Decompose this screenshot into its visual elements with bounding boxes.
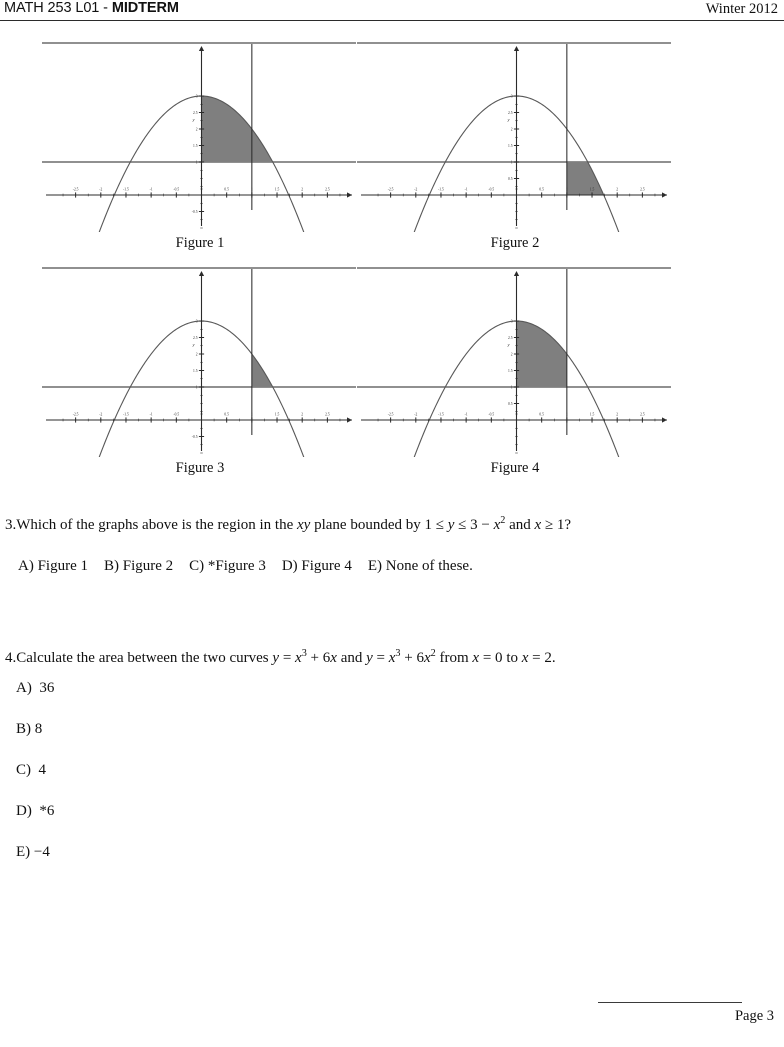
svg-text:-2.5: -2.5 (72, 187, 79, 192)
q3-choice-c[interactable] (189, 558, 266, 575)
svg-text:2.5: 2.5 (640, 187, 645, 192)
svg-text:2.5: 2.5 (193, 110, 198, 115)
q4-from-val: = 0 (479, 650, 507, 666)
svg-text:y: y (507, 341, 510, 347)
q3-choice-b-letter: B) (104, 557, 119, 574)
question-3 (0, 515, 784, 575)
q3-choice-d-text: Figure 4 (301, 557, 352, 574)
figure-4-caption: Figure 4 (490, 460, 540, 476)
svg-text:1: 1 (195, 385, 198, 390)
q4-choice-a-letter: A) (16, 679, 32, 696)
svg-text:2: 2 (301, 187, 304, 192)
svg-text:0.5: 0.5 (508, 176, 513, 181)
svg-text:-0.5: -0.5 (191, 209, 198, 214)
q3-choice-e-letter: E) (367, 557, 383, 574)
svg-text:-1: -1 (464, 412, 468, 417)
svg-text:-2.5: -2.5 (387, 187, 394, 192)
q4-eq1-exp: 3 (301, 648, 307, 659)
q3-x-2: x (534, 517, 542, 533)
svg-text:1: 1 (510, 385, 513, 390)
figure-row-1 (0, 40, 784, 265)
figure-row-2 (0, 265, 784, 490)
q4-choice-b[interactable] (16, 709, 784, 750)
svg-text:-1.5: -1.5 (438, 412, 444, 417)
q3-choice-d[interactable] (282, 558, 352, 575)
page-number: Page 3 (734, 1008, 774, 1024)
figure-1-caption: Figure 1 (175, 235, 225, 251)
svg-text:-1.5: -1.5 (123, 187, 129, 192)
q4-choice-a-text: 36 (39, 679, 55, 696)
svg-text:-1: -1 (149, 412, 153, 417)
q3-ineq-3: ≥ 1? (541, 517, 572, 533)
q3-exp-1: 2 (500, 515, 506, 526)
header-term: Winter 2012 (705, 1, 778, 17)
svg-text:1.5: 1.5 (274, 187, 280, 192)
q3-xy: xy (297, 517, 311, 533)
svg-text:-2: -2 (414, 412, 418, 417)
footer-rule (598, 1002, 742, 1003)
header-exam-type: MIDTERM (111, 0, 179, 16)
svg-text:2: 2 (616, 412, 619, 417)
svg-text:2: 2 (195, 352, 198, 357)
figure-3 (40, 265, 360, 490)
svg-text:3: 3 (510, 94, 513, 99)
q4-choice-e-letter: E) (16, 843, 31, 860)
svg-text:-1: -1 (464, 187, 468, 192)
q4-choice-e-text: −4 (33, 843, 50, 860)
q4-eq1-x2: x (330, 650, 337, 666)
svg-text:2: 2 (616, 187, 619, 192)
svg-text:2: 2 (195, 127, 198, 132)
svg-text:3: 3 (195, 319, 198, 324)
q4-eq2-x2: x (423, 650, 431, 666)
svg-text:2.5: 2.5 (640, 412, 645, 417)
question-3-number: 3. (5, 517, 17, 533)
svg-text:0.5: 0.5 (224, 412, 229, 417)
q4-eq1-eq: = (279, 650, 296, 666)
svg-text:y: y (192, 341, 195, 347)
svg-text:1: 1 (510, 160, 513, 165)
header-course-title (4, 0, 179, 16)
q3-ineq-2: ≤ 3 − (454, 517, 494, 533)
svg-text:-0.5: -0.5 (173, 187, 180, 192)
svg-text:2.5: 2.5 (325, 412, 330, 417)
q3-y: y (447, 517, 455, 533)
q4-choice-d-letter: D) (16, 802, 32, 819)
svg-text:3: 3 (195, 94, 198, 99)
q4-from: from (435, 650, 473, 666)
svg-text:1.5: 1.5 (589, 187, 595, 192)
q3-choice-b[interactable] (104, 558, 173, 575)
figure-2 (355, 40, 675, 265)
svg-text:-2: -2 (99, 187, 103, 192)
q3-choice-a-text: Figure 1 (37, 557, 88, 574)
svg-text:1: 1 (195, 160, 198, 165)
q4-and: and (336, 650, 367, 666)
q3-x-1: x (493, 517, 501, 533)
figure-2-plot (355, 40, 675, 232)
q3-choice-a[interactable] (18, 558, 88, 575)
svg-text:2.5: 2.5 (508, 110, 513, 115)
svg-text:0.5: 0.5 (539, 187, 544, 192)
q3-ineq-1: 1 ≤ (424, 517, 448, 533)
svg-text:-0.5: -0.5 (488, 412, 495, 417)
q4-choice-c-text: 4 (38, 761, 46, 778)
svg-text:-0.5: -0.5 (488, 187, 495, 192)
svg-text:3: 3 (510, 319, 513, 324)
svg-text:1.5: 1.5 (193, 368, 198, 373)
q3-choice-a-letter: A) (18, 557, 34, 574)
svg-text:-1.5: -1.5 (123, 412, 129, 417)
q4-eq2-eq: = (372, 650, 389, 666)
q4-eq1-op: + 6 (306, 650, 331, 666)
svg-text:1.5: 1.5 (508, 143, 513, 148)
svg-text:0.5: 0.5 (508, 401, 513, 406)
svg-text:-2.5: -2.5 (387, 412, 394, 417)
figure-3-caption: Figure 3 (175, 460, 225, 476)
svg-text:-2: -2 (99, 412, 103, 417)
question-3-stem (0, 515, 784, 535)
svg-text:1.5: 1.5 (193, 143, 198, 148)
q4-eq1-x: x (295, 650, 302, 666)
q3-choice-b-text: Figure 2 (122, 557, 174, 574)
q3-choice-e[interactable] (368, 558, 473, 575)
figure-4 (355, 265, 675, 490)
figures-container (0, 40, 784, 490)
q4-choice-c[interactable] (16, 750, 784, 791)
header-course-code: MATH 253 L01 - (4, 0, 112, 16)
figure-4-plot (355, 265, 675, 457)
question-3-choices (0, 558, 784, 575)
q4-choice-b-letter: B) (16, 720, 31, 737)
svg-text:-0.5: -0.5 (173, 412, 180, 417)
q4-choice-d-text: *6 (39, 802, 55, 819)
q4-choice-c-letter: C) (16, 761, 31, 778)
q4-choice-b-text: 8 (34, 720, 43, 737)
svg-text:y: y (507, 116, 510, 122)
svg-text:2: 2 (510, 352, 513, 357)
figure-1-plot (40, 40, 360, 232)
q4-eq2-y: y (366, 650, 373, 666)
q3-choice-e-text: None of these. (385, 557, 473, 574)
q3-choice-c-text: *Figure 3 (207, 557, 266, 574)
svg-text:y: y (192, 116, 195, 122)
q4-eq2-x: x (388, 650, 396, 666)
svg-text:-2: -2 (414, 187, 418, 192)
svg-text:2.5: 2.5 (193, 335, 198, 340)
question-4-choices (0, 668, 784, 873)
q3-text-1: Which of the graphs above is the region in the (16, 517, 298, 533)
q4-eq2-exp: 3 (395, 648, 401, 659)
q4-eq1-y: y (272, 650, 280, 666)
svg-text:-1: -1 (149, 187, 153, 192)
page-header (0, 0, 784, 22)
q3-choice-d-letter: D) (281, 557, 298, 574)
svg-text:-0.5: -0.5 (191, 434, 198, 439)
q3-text-2: plane bounded by (310, 517, 425, 533)
question-4-number: 4. (5, 650, 17, 666)
q3-choice-c-letter: C) (189, 557, 205, 574)
figure-2-caption: Figure 2 (490, 235, 540, 251)
svg-text:0.5: 0.5 (224, 187, 229, 192)
svg-text:1.5: 1.5 (274, 412, 280, 417)
figure-1 (40, 40, 360, 265)
svg-text:1.5: 1.5 (589, 412, 595, 417)
q4-to: to (506, 650, 522, 666)
q4-eq2-exp2: 2 (430, 648, 436, 659)
svg-text:0.5: 0.5 (539, 412, 544, 417)
q4-from-x: x (472, 650, 480, 666)
question-4-stem (0, 648, 784, 668)
q4-to-val: = 2. (528, 650, 556, 666)
question-4 (0, 648, 784, 873)
q4-choice-a[interactable] (16, 668, 784, 709)
svg-text:-2.5: -2.5 (72, 412, 79, 417)
q4-choice-d[interactable] (16, 791, 784, 832)
svg-text:2: 2 (510, 127, 513, 132)
q3-text-3: and (505, 517, 535, 533)
svg-text:2.5: 2.5 (325, 187, 330, 192)
q4-eq2-op: + 6 (400, 650, 424, 666)
q4-text-1: Calculate the area between the two curves (16, 650, 273, 666)
svg-text:2: 2 (301, 412, 304, 417)
svg-text:2.5: 2.5 (508, 335, 513, 340)
q4-to-x: x (521, 650, 529, 666)
svg-text:-1.5: -1.5 (438, 187, 444, 192)
figure-3-plot (40, 265, 360, 457)
header-rule (0, 20, 784, 21)
q4-choice-e[interactable] (16, 832, 784, 873)
svg-text:1.5: 1.5 (508, 368, 513, 373)
